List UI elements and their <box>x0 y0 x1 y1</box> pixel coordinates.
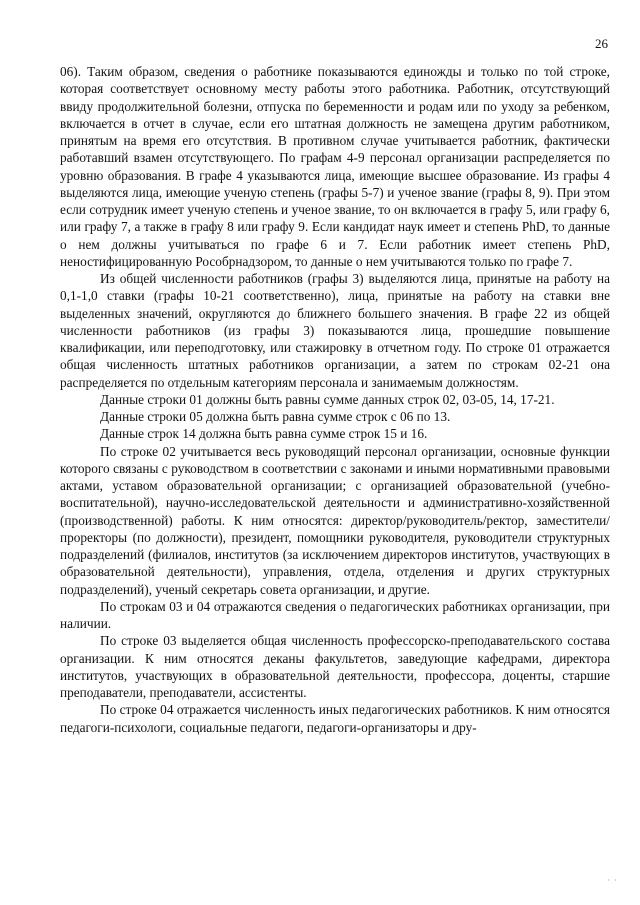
paragraph-3: Данные строки 01 должны быть равны сумме данных строк 02, 03-05, 14, 17-21. <box>100 391 555 407</box>
paragraph-7: По строкам 03 и 04 отражаются сведения о педагогических работниках организации, при наличии. <box>60 598 610 631</box>
paragraph-5: Данные строк 14 должна быть равна сумме строк 15 и 16. <box>100 426 428 442</box>
paragraph-8: По строке 03 выделяется общая численность профессорско-преподавательского состава организации. К ним относятся деканы факультетов, заведующие кафедрами, директора институтов, участвующих в образовательной деятельности, профессора, доценты, старшие преподаватели, преподаватели, ассистенты. <box>60 633 610 700</box>
page-number: 26 <box>595 36 608 51</box>
paragraph-9: По строке 04 отражается численность иных педагогических работников. К ним относятся педагоги-психологи, социальные педагоги, педагоги-организаторы и дру- <box>60 702 610 735</box>
paragraph-1: 06). Таким образом, сведения о работнике показываются единожды и только по той строке, которая соответствует основному месту работы этого работника. Работник, отсутствующий ввиду продолжительной болезни, отпуска по беременности и родам или по уходу за ребенком, включается в отчет в случае, если его штатная должность не замещена другим работником, принятым на время его отсутствия. В противном случае учитывается работник, фактически работавший взамен отсутствующего. По графам 4-9 персонал организации распределяется по уровню образования. В графе 4 указываются лица, имеющие высшее образование. Из графы 4 выделяются лица, имеющие ученую степень (графы 5-7) и ученое звание (графы 8, 9). При этом если сотрудник имеет ученую степень и ученое звание, то он включается в графу 5, или графу 6, или графу 7, а также в графу 8 или графу 9. Если кандидат наук имеет и степень PhD, то данные о нем должны учитываться по графе 6 и 7. Если работник имеет степень PhD, неностифицированную Рособрнадзором, то данные о нем учитываются только по графе 7. <box>60 64 610 269</box>
paragraph-6: По строке 02 учитывается весь руководящий персонал организации, основные функции которого связаны с руководством в соответствии с законами и иными нормативными правовыми актами, уставом образовательной организации; с организацией образовательной (учебно-воспитательной), научно-исследовательской деятельности и административно-хозяйственной (производственной) работы. К ним относятся: директор/руководитель/ректор, заместители/проректоры (по должности), президент, помощники руководителя, руководители структурных подразделений (филиалов, институтов (за исключением директоров институтов, участвующих в образовательной деятельности), управления, отдела, отделения и других структурных подразделений), ученый секретарь совета организации, и другие. <box>60 443 610 597</box>
body-text <box>60 63 610 736</box>
paragraph-2: Из общей численности работников (графы 3) выделяются лица, принятые на работу на 0,1-1,0 ставки (графы 10-21 соответственно), лица, принятые на работу на ставки вне выделенных значений, округляются до ближнего большего значения. В графе 22 из общей численности работников (из графы 3) показываются лица, прошедшие повышение квалификации, или переподготовку, или стажировку в отчетном году. По строке 01 отражается общая численность штатных работников организации, а затем по строкам 02-21 она распределяется по отдельным категориям персонала и занимаемым должностям. <box>60 271 610 390</box>
paragraph-4: Данные строки 05 должна быть равна сумме строк с 06 по 13. <box>100 409 451 424</box>
scan-artifact: · · <box>607 876 618 885</box>
